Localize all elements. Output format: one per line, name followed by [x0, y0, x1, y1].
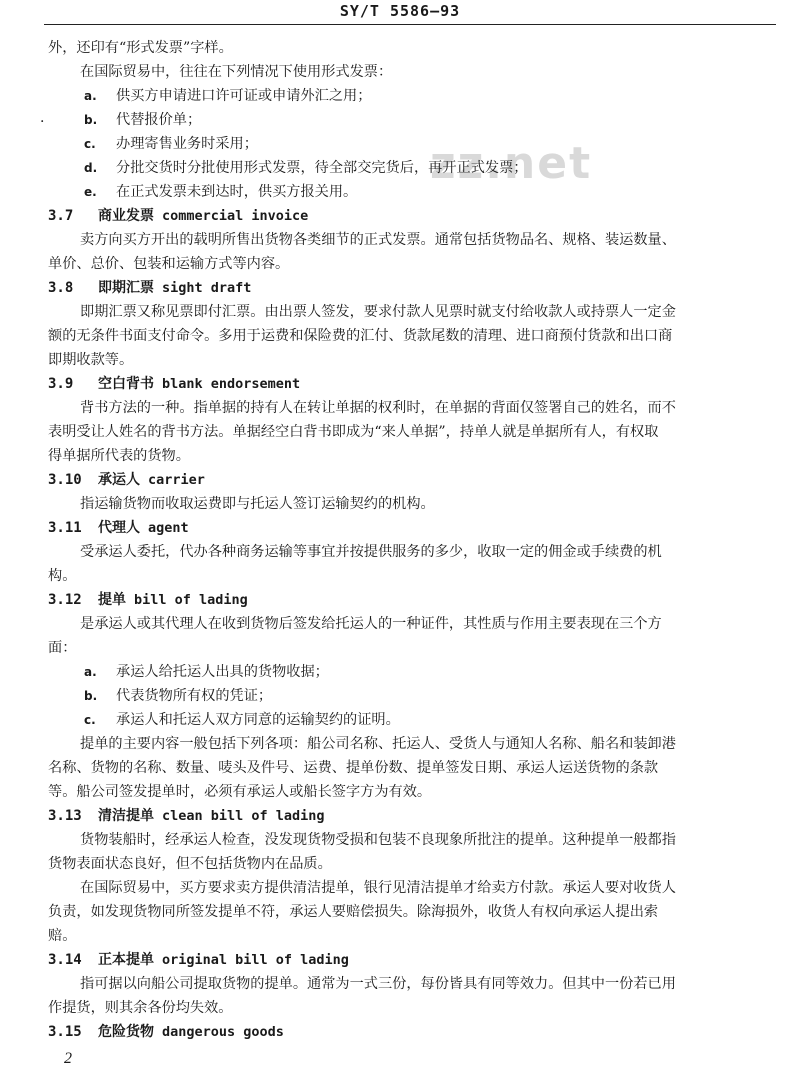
paragraph-line: 构。 [48, 568, 77, 584]
list-text: 分批交货时分批使用形式发票，待全部交完货后，再开正式发票； [116, 160, 528, 176]
paragraph-line: 面： [48, 640, 77, 656]
section-heading [48, 516, 773, 540]
paragraph-continuation: 外，还印有“形式发票”字样。 [48, 40, 233, 56]
term-english: bill of lading [134, 592, 248, 608]
paragraph-line: 指运输货物而收取运费即与托运人签订运输契约的机构。 [80, 496, 435, 512]
term-chinese: 危险货物 [98, 1024, 154, 1040]
section-number: 3.8 [48, 280, 74, 296]
paragraph-line: 货物装船时，经承运人检查，没发现货物受损和包装不良现象所批注的提单。这种提单一般都指 [80, 832, 676, 848]
section-number: 3.13 [48, 808, 82, 824]
list-item [48, 84, 773, 108]
term-chinese: 清洁提单 [98, 808, 154, 824]
list-marker: c. [84, 713, 96, 727]
term-english: clean bill of lading [162, 808, 325, 824]
section-number: 3.10 [48, 472, 82, 488]
term-chinese: 代理人 [98, 520, 140, 536]
page-number: 2 [64, 1050, 72, 1067]
paragraph-line: 背书方法的一种。指单据的持有人在转让单据的权利时，在单据的背面仅签署自己的姓名，而不 [80, 400, 676, 416]
list-text: 代替报价单； [116, 112, 202, 128]
paragraph-line: 等。船公司签发提单时，必须有承运人或船长签字方为有效。 [48, 784, 432, 800]
section-number: 3.12 [48, 592, 82, 608]
section-heading [48, 1020, 773, 1044]
list-item [48, 108, 773, 132]
term-chinese: 正本提单 [98, 952, 154, 968]
paragraph-line: 指可据以向船公司提取货物的提单。通常为一式三份，每份皆具有同等效力。但其中一份若已用 [80, 976, 676, 992]
term-chinese: 承运人 [98, 472, 140, 488]
header-rule [44, 24, 776, 25]
section-heading [48, 948, 773, 972]
term-english: carrier [148, 472, 205, 488]
paragraph-line: 卖方向买方开出的载明所售出货物各类细节的正式发票。通常包括货物品名、规格、装运数量、 [80, 232, 676, 248]
section-number: 3.7 [48, 208, 74, 224]
term-english: agent [148, 520, 189, 536]
list-item [48, 132, 773, 156]
section-heading [48, 276, 773, 300]
paragraph-line: 即期汇票又称见票即付汇票。由出票人签发，要求付款人见票时就支付给收款人或持票人一定金 [80, 304, 676, 320]
term-english: blank endorsement [162, 376, 301, 392]
list-text: 承运人和托运人双方同意的运输契约的证明。 [116, 712, 400, 728]
section-heading [48, 372, 773, 396]
document-body [48, 36, 773, 1044]
paragraph-line: 负责，如发现货物同所签发提单不符，承运人要赔偿损失。除海损外，收货人有权向承运人提出索 [48, 904, 659, 920]
paragraph-line: 即期收款等。 [48, 352, 134, 368]
paragraph-line: 赔。 [48, 928, 77, 944]
list-marker: b. [84, 113, 98, 127]
list-marker: e. [84, 185, 97, 199]
paragraph-lead: 在国际贸易中，往往在下列情况下使用形式发票： [80, 64, 393, 80]
list-marker: a. [84, 89, 97, 103]
section-number: 3.15 [48, 1024, 82, 1040]
list-item [48, 180, 773, 204]
list-text: 承运人给托运人出具的货物收据； [116, 664, 329, 680]
list-item [48, 708, 773, 732]
term-chinese: 空白背书 [98, 376, 154, 392]
margin-dot: · [40, 114, 45, 130]
list-text: 办理寄售业务时采用； [116, 136, 258, 152]
paragraph-line: 额的无条件书面支付命令。多用于运费和保险费的汇付、货款尾数的清理、进口商预付货款和出口商 [48, 328, 673, 344]
term-english: sight draft [162, 280, 252, 296]
section-heading [48, 204, 773, 228]
list-item [48, 660, 773, 684]
term-english: original bill of lading [162, 952, 349, 968]
paragraph-line: 在国际贸易中，买方要求卖方提供清洁提单，银行见清洁提单才给卖方付款。承运人要对收货人 [80, 880, 676, 896]
term-english: commercial invoice [162, 208, 309, 224]
paragraph-line: 表明受让人姓名的背书方法。单据经空白背书即成为“来人单据”，持单人就是单据所有人，有权取 [48, 424, 659, 440]
list-text: 代表货物所有权的凭证； [116, 688, 273, 704]
list-marker: d. [84, 161, 98, 175]
list-marker: c. [84, 137, 96, 151]
section-number: 3.9 [48, 376, 74, 392]
paragraph-line: 名称、货物的名称、数量、唛头及件号、运费、提单份数、提单签发日期、承运人运送货物的条款 [48, 760, 659, 776]
section-number: 3.11 [48, 520, 82, 536]
paragraph-line: 货物表面状态良好，但不包括货物内在品质。 [48, 856, 332, 872]
paragraph-line: 受承运人委托，代办各种商务运输等事宜并按提供服务的多少，收取一定的佣金或手续费的机 [80, 544, 662, 560]
list-item [48, 156, 773, 180]
list-marker: b. [84, 689, 98, 703]
term-english: dangerous goods [162, 1024, 284, 1040]
section-heading [48, 468, 773, 492]
paragraph-line: 是承运人或其代理人在收到货物后签发给托运人的一种证件，其性质与作用主要表现在三个方 [80, 616, 662, 632]
watermark: zz.net [430, 138, 593, 189]
paragraph-line: 单价、总价、包装和运输方式等内容。 [48, 256, 290, 272]
paragraph-line: 作提货，则其余各份均失效。 [48, 1000, 233, 1016]
list-item [48, 684, 773, 708]
term-chinese: 即期汇票 [98, 280, 154, 296]
section-heading [48, 588, 773, 612]
term-chinese: 商业发票 [98, 208, 154, 224]
standard-code-header: SY/T 5586—93 [339, 2, 461, 20]
paragraph-line: 得单据所代表的货物。 [48, 448, 190, 464]
term-chinese: 提单 [98, 592, 126, 608]
list-text: 在正式发票未到达时，供买方报关用。 [116, 184, 358, 200]
paragraph-line: 提单的主要内容一般包括下列各项：船公司名称、托运人、受货人与通知人名称、船名和装卸港 [80, 736, 676, 752]
list-marker: a. [84, 665, 97, 679]
list-text: 供买方申请进口许可证或申请外汇之用； [116, 88, 372, 104]
section-number: 3.14 [48, 952, 82, 968]
section-heading [48, 804, 773, 828]
